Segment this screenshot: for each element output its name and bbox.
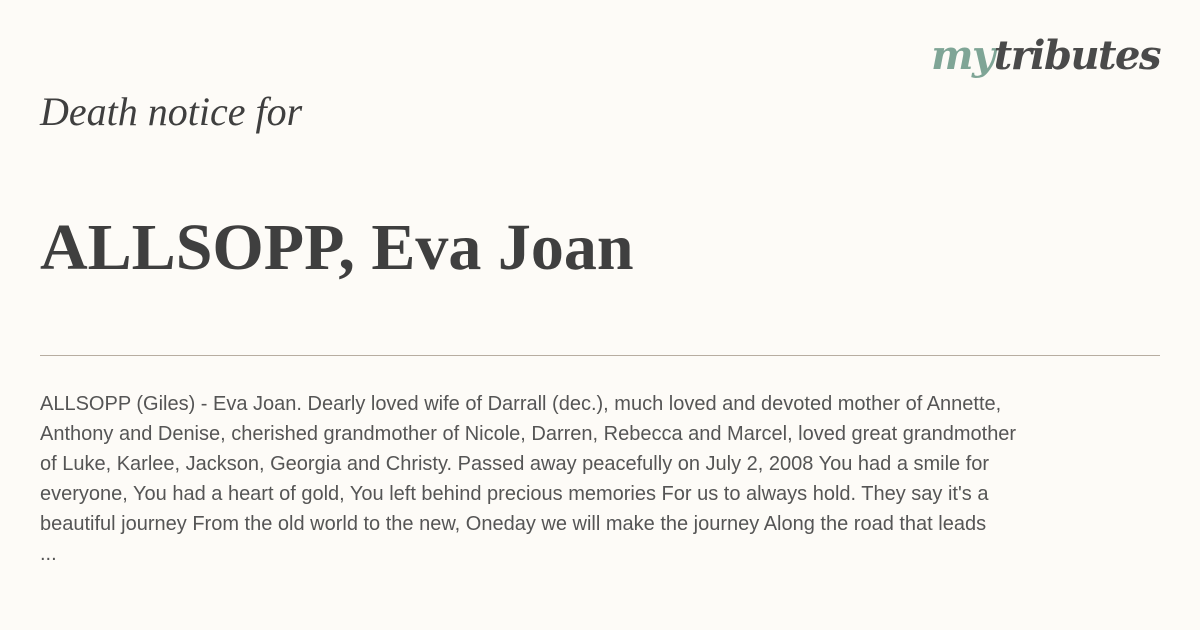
divider	[40, 355, 1160, 356]
logo-tributes-text: tributes	[993, 32, 1160, 79]
logo-my-text: my	[931, 32, 994, 79]
notice-kicker: Death notice for	[40, 89, 303, 134]
notice-body: ALLSOPP (Giles) - Eva Joan. Dearly loved wife of Darrall (dec.), much loved and devoted mother of Annette, Anthony and Denise, cherished grandmother of Nicole, Darren, Rebecca and Marcel, loved great grandmother of Luke, Karlee, Jackson, Georgia and Christy. Passed away peacefully on July 2, 2008 You had a smile for everyone, You had a heart of gold, You left behind precious memories For us to always hold. They say it's a beautiful journey From the old world to the new, Oneday we will make the journey Along the road that leads ...	[40, 393, 1017, 565]
deceased-name: ALLSOPP, Eva Joan	[40, 211, 634, 284]
mytributes-logo[interactable]	[931, 32, 1160, 79]
